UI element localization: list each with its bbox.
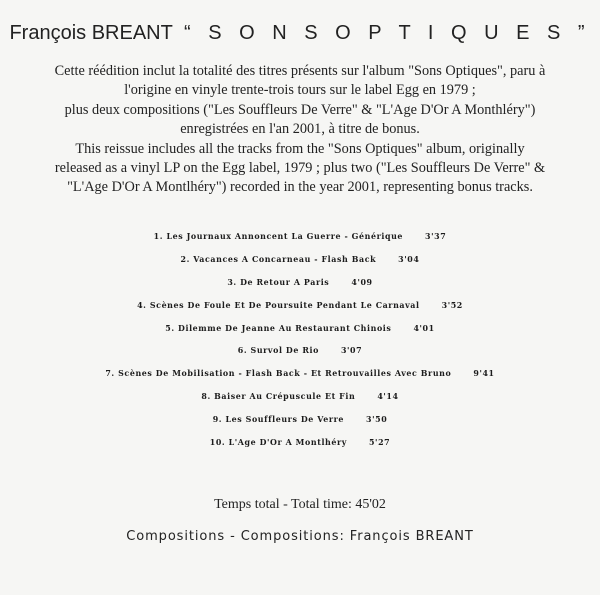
intro-line: "L'Age D'Or A Montlhéry") recorded in the year 2001, representing bonus tracks. xyxy=(67,179,533,196)
intro-line: Cette réédition inclut la totalité des titres présents sur l'album "Sons Optiques", paru à xyxy=(54,63,546,79)
track-title: 10. L'Age D'Or A Montlhéry xyxy=(209,438,347,448)
track-title: 4. Scènes De Foule Et De Poursuite Pendant Le Carnaval xyxy=(137,300,420,310)
track-row xyxy=(0,409,600,432)
track-title: 7. Scènes De Mobilisation - Flash Back - Et Retrouvailles Avec Bruno xyxy=(105,369,452,379)
track-row xyxy=(0,318,600,341)
intro-line: This reissue includes all the tracks from the "Sons Optiques" album, originally xyxy=(75,140,525,157)
artist-name: François BREANT xyxy=(9,22,173,44)
track-duration: 5'27 xyxy=(368,438,391,448)
total-time: Temps total - Total time: 45'02 xyxy=(214,497,386,512)
intro-line: l'origine en vinyle trente-trois tours sur le label Egg en 1979 ; xyxy=(124,82,476,99)
track-title: 5. Dilemme De Jeanne Au Restaurant Chinois xyxy=(165,323,392,333)
track-row xyxy=(0,226,600,249)
intro-line: enregistrées en l'an 2001, à titre de bonus. xyxy=(180,121,420,138)
track-row xyxy=(0,340,600,363)
track-row xyxy=(0,432,600,455)
track-title: 6. Survol De Rio xyxy=(237,346,319,356)
track-duration: 4'14 xyxy=(377,392,399,402)
track-title: 3. De Retour A Paris xyxy=(227,277,330,287)
track-title: 8. Baiser Au Crépuscule Et Fin xyxy=(201,392,356,402)
track-title: 1. Les Journaux Annoncent La Guerre - Générique xyxy=(153,232,404,241)
page-title xyxy=(0,22,600,45)
track-list xyxy=(0,226,600,455)
track-duration: 3'07 xyxy=(340,346,363,356)
track-duration: 3'52 xyxy=(441,300,463,310)
track-duration: 3'04 xyxy=(398,254,420,264)
track-title: 9. Les Souffleurs De Verre xyxy=(212,415,344,425)
track-title: 2. Vacances A Concarneau - Flash Back xyxy=(180,254,377,264)
track-row xyxy=(0,295,600,318)
track-row xyxy=(0,272,600,295)
track-duration: 9'41 xyxy=(473,369,495,379)
track-duration: 4'01 xyxy=(413,323,435,333)
track-duration: 3'37 xyxy=(425,232,447,241)
track-row xyxy=(0,386,600,409)
composition-credits: Compositions - Compositions: François BREANT xyxy=(126,529,474,544)
intro-line: released as a vinyl LP on the Egg label, 1979 ; plus two ("Les Souffleurs De Verre" & xyxy=(54,160,546,177)
track-duration: 4'09 xyxy=(351,277,373,287)
track-duration: 3'50 xyxy=(366,415,388,425)
intro-text xyxy=(20,62,580,198)
track-row xyxy=(0,249,600,272)
track-row xyxy=(0,363,600,386)
intro-line: plus deux compositions ("Les Souffleurs De Verre" & "L'Age D'Or A Monthléry") xyxy=(64,101,536,118)
album-title: “ S O N S O P T I Q U E S ” xyxy=(184,22,591,44)
